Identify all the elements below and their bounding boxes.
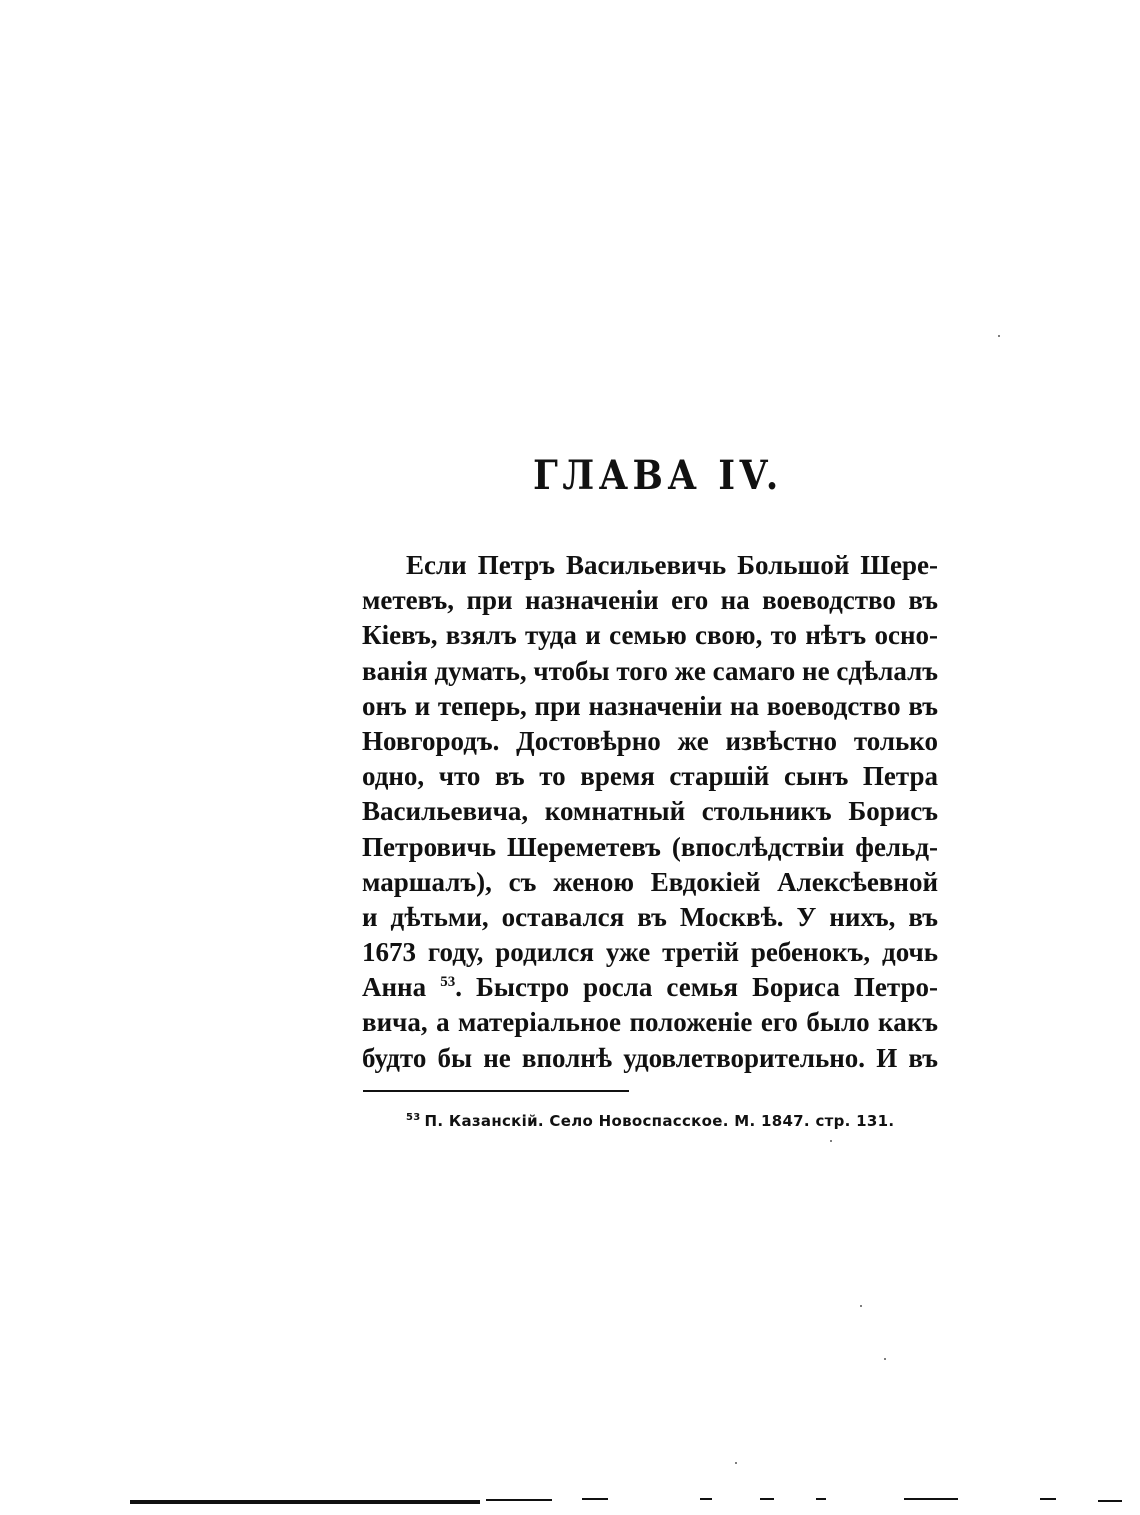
- text-line: метевъ, при назначеніи его на воеводство въ: [362, 585, 938, 616]
- text-line: 1673 году, родился уже третій ребенокъ, дочь: [362, 937, 938, 968]
- text-line: вича, а матеріальное положеніе его было какъ: [362, 1007, 938, 1038]
- text-line: онъ и теперь, при назначеніи на воеводство въ: [362, 690, 938, 721]
- scan-edge-line: [700, 1498, 712, 1500]
- text-line: одно, что въ то время старшій сынъ Петра: [362, 761, 938, 792]
- text-line: Кіевъ, взялъ туда и семью свою, то нѣтъ осно-: [362, 620, 938, 651]
- footnote-divider: [363, 1090, 629, 1092]
- text-line: Если Петръ Васильевичь Большой Шере-: [406, 550, 938, 580]
- text-line: ванія думать, чтобы того же самаго не сдѣлалъ: [362, 655, 938, 686]
- footnote: [406, 1112, 894, 1130]
- body-paragraph: [362, 548, 938, 1076]
- footnote-number: 53: [406, 1112, 421, 1123]
- scan-speck: [830, 1140, 832, 1142]
- footnote-ref: 53: [440, 974, 456, 991]
- scan-edge-line: [1098, 1500, 1122, 1502]
- text-line: будто бы не вполнѣ удовлетворительно. И въ: [362, 1042, 938, 1073]
- text-line: и дѣтьми, оставался въ Москвѣ. У нихъ, въ: [362, 901, 938, 932]
- text-line: маршалъ), съ женою Евдокіей Алексѣевной: [362, 866, 938, 897]
- scan-edge-line: [582, 1498, 608, 1500]
- footnote-text: П. Казанскій. Село Новоспасское. М. 1847. стр. 131.: [424, 1112, 895, 1130]
- text-line: Петровичь Шереметевъ (впослѣдствіи фельд-: [362, 831, 938, 862]
- scan-edge-line: [904, 1498, 958, 1500]
- chapter-title: ГЛАВА IV.: [533, 452, 783, 499]
- scan-speck: [860, 1305, 862, 1307]
- scan-speck: [998, 335, 1000, 337]
- text-line: Новгородъ. Достовѣрно же извѣстно только: [362, 725, 938, 756]
- scan-edge-line: [1040, 1498, 1056, 1500]
- scan-speck: [735, 1462, 737, 1464]
- scan-speck: [884, 1358, 886, 1360]
- scan-edge-line: [816, 1498, 826, 1500]
- text-fragment: Анна: [362, 972, 427, 1003]
- scan-edge-line: [760, 1498, 774, 1500]
- scan-edge-line: [486, 1499, 552, 1501]
- text-fragment: . Быстро росла семья Бориса Петро-: [455, 972, 938, 1003]
- text-line-with-footnote-ref: [362, 970, 938, 1005]
- text-line: Васильевича, комнатный стольникъ Борисъ: [362, 796, 938, 827]
- scan-edge-line: [130, 1500, 480, 1504]
